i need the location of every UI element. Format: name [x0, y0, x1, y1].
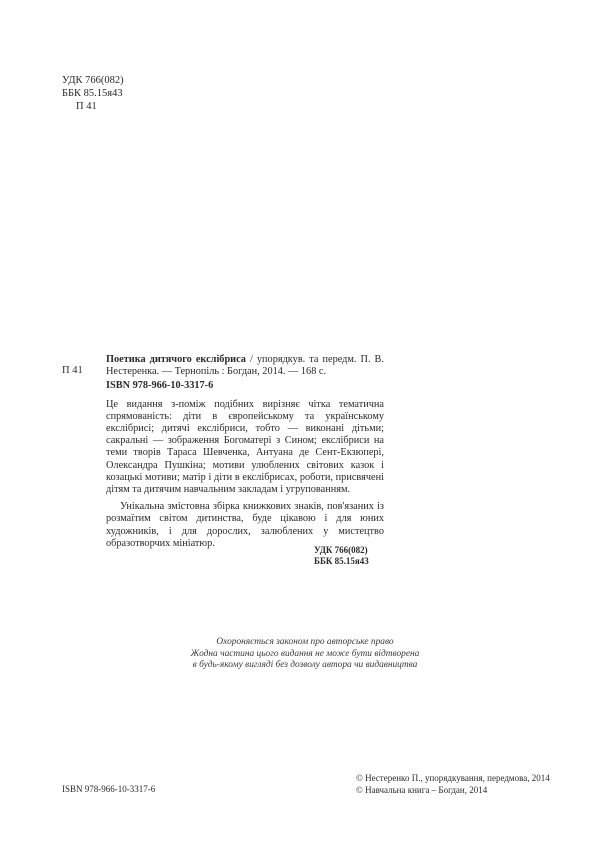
catalog-author-mark: П 41: [62, 365, 83, 376]
copyright-notice-line-3: в будь-якому вигляді без дозволу автора чи видавництва: [192, 660, 418, 670]
author-mark: П 41: [76, 101, 97, 112]
publication-details: / упорядкув. та передм. П. В. Нестеренка. — Тернопіль : Богдан, 2014. — 168 с.: [106, 354, 384, 378]
top-classification-codes: [62, 74, 124, 113]
udk-code: УДК 766(082): [62, 75, 124, 86]
rights-line-2: © Навчальна книга – Богдан, 2014: [356, 784, 488, 795]
copyright-notice: [150, 637, 460, 672]
bibliographic-description: [106, 354, 384, 378]
rights-line-1: © Нестеренко П., упорядкування, передмова, 2014: [356, 773, 550, 783]
catalog-entry: [106, 354, 384, 550]
isbn: ISBN 978-966-10-3317-6: [106, 380, 214, 392]
copyright-notice-line-2: Жодна частина цього видання не може бути відтворена: [190, 648, 420, 659]
book-title: Поетика дитячого екслібриса: [106, 354, 246, 365]
isbn-footer: ISBN 978-966-10-3317-6: [62, 784, 156, 794]
bbk-code: ББК 85.15я43: [62, 88, 123, 99]
copyright-notice-line-1: Охороняється законом про авторське право: [216, 637, 394, 647]
bottom-classification-codes: [314, 545, 369, 567]
annotation-paragraph-2: Унікальна змістовна збірка книжкових знаків, пов'язаних із розмаїтим світом дитинства, буде цікавою і для юних художників, і для дорослих, залюблених у мистецтво образотворчих мініатюр.: [106, 501, 384, 549]
annotation-paragraph-1: Це видання з-поміж подібних вирізняє чітка тематична спрямованість: діти в європейському та українському екслібрисі; дитячі екслібриси, тобто — виконані дітьми; сакральні — зображення Богоматері з Сином; екслібриси на теми творів Тараса Шевченка, Антуана де Сент-Екзюпері, Олександра Пушкіна; мотиви улюблених світових казок і козацькі мотиви; матір і діти в екслібрисах, роботи, присвячені дітям та дитячим навчальним закладам і угрупованням.: [106, 398, 384, 496]
rights-block: [356, 773, 550, 796]
udk-code-bottom: УДК 766(082): [314, 545, 368, 555]
bbk-code-bottom: ББК 85.15я43: [314, 556, 369, 566]
